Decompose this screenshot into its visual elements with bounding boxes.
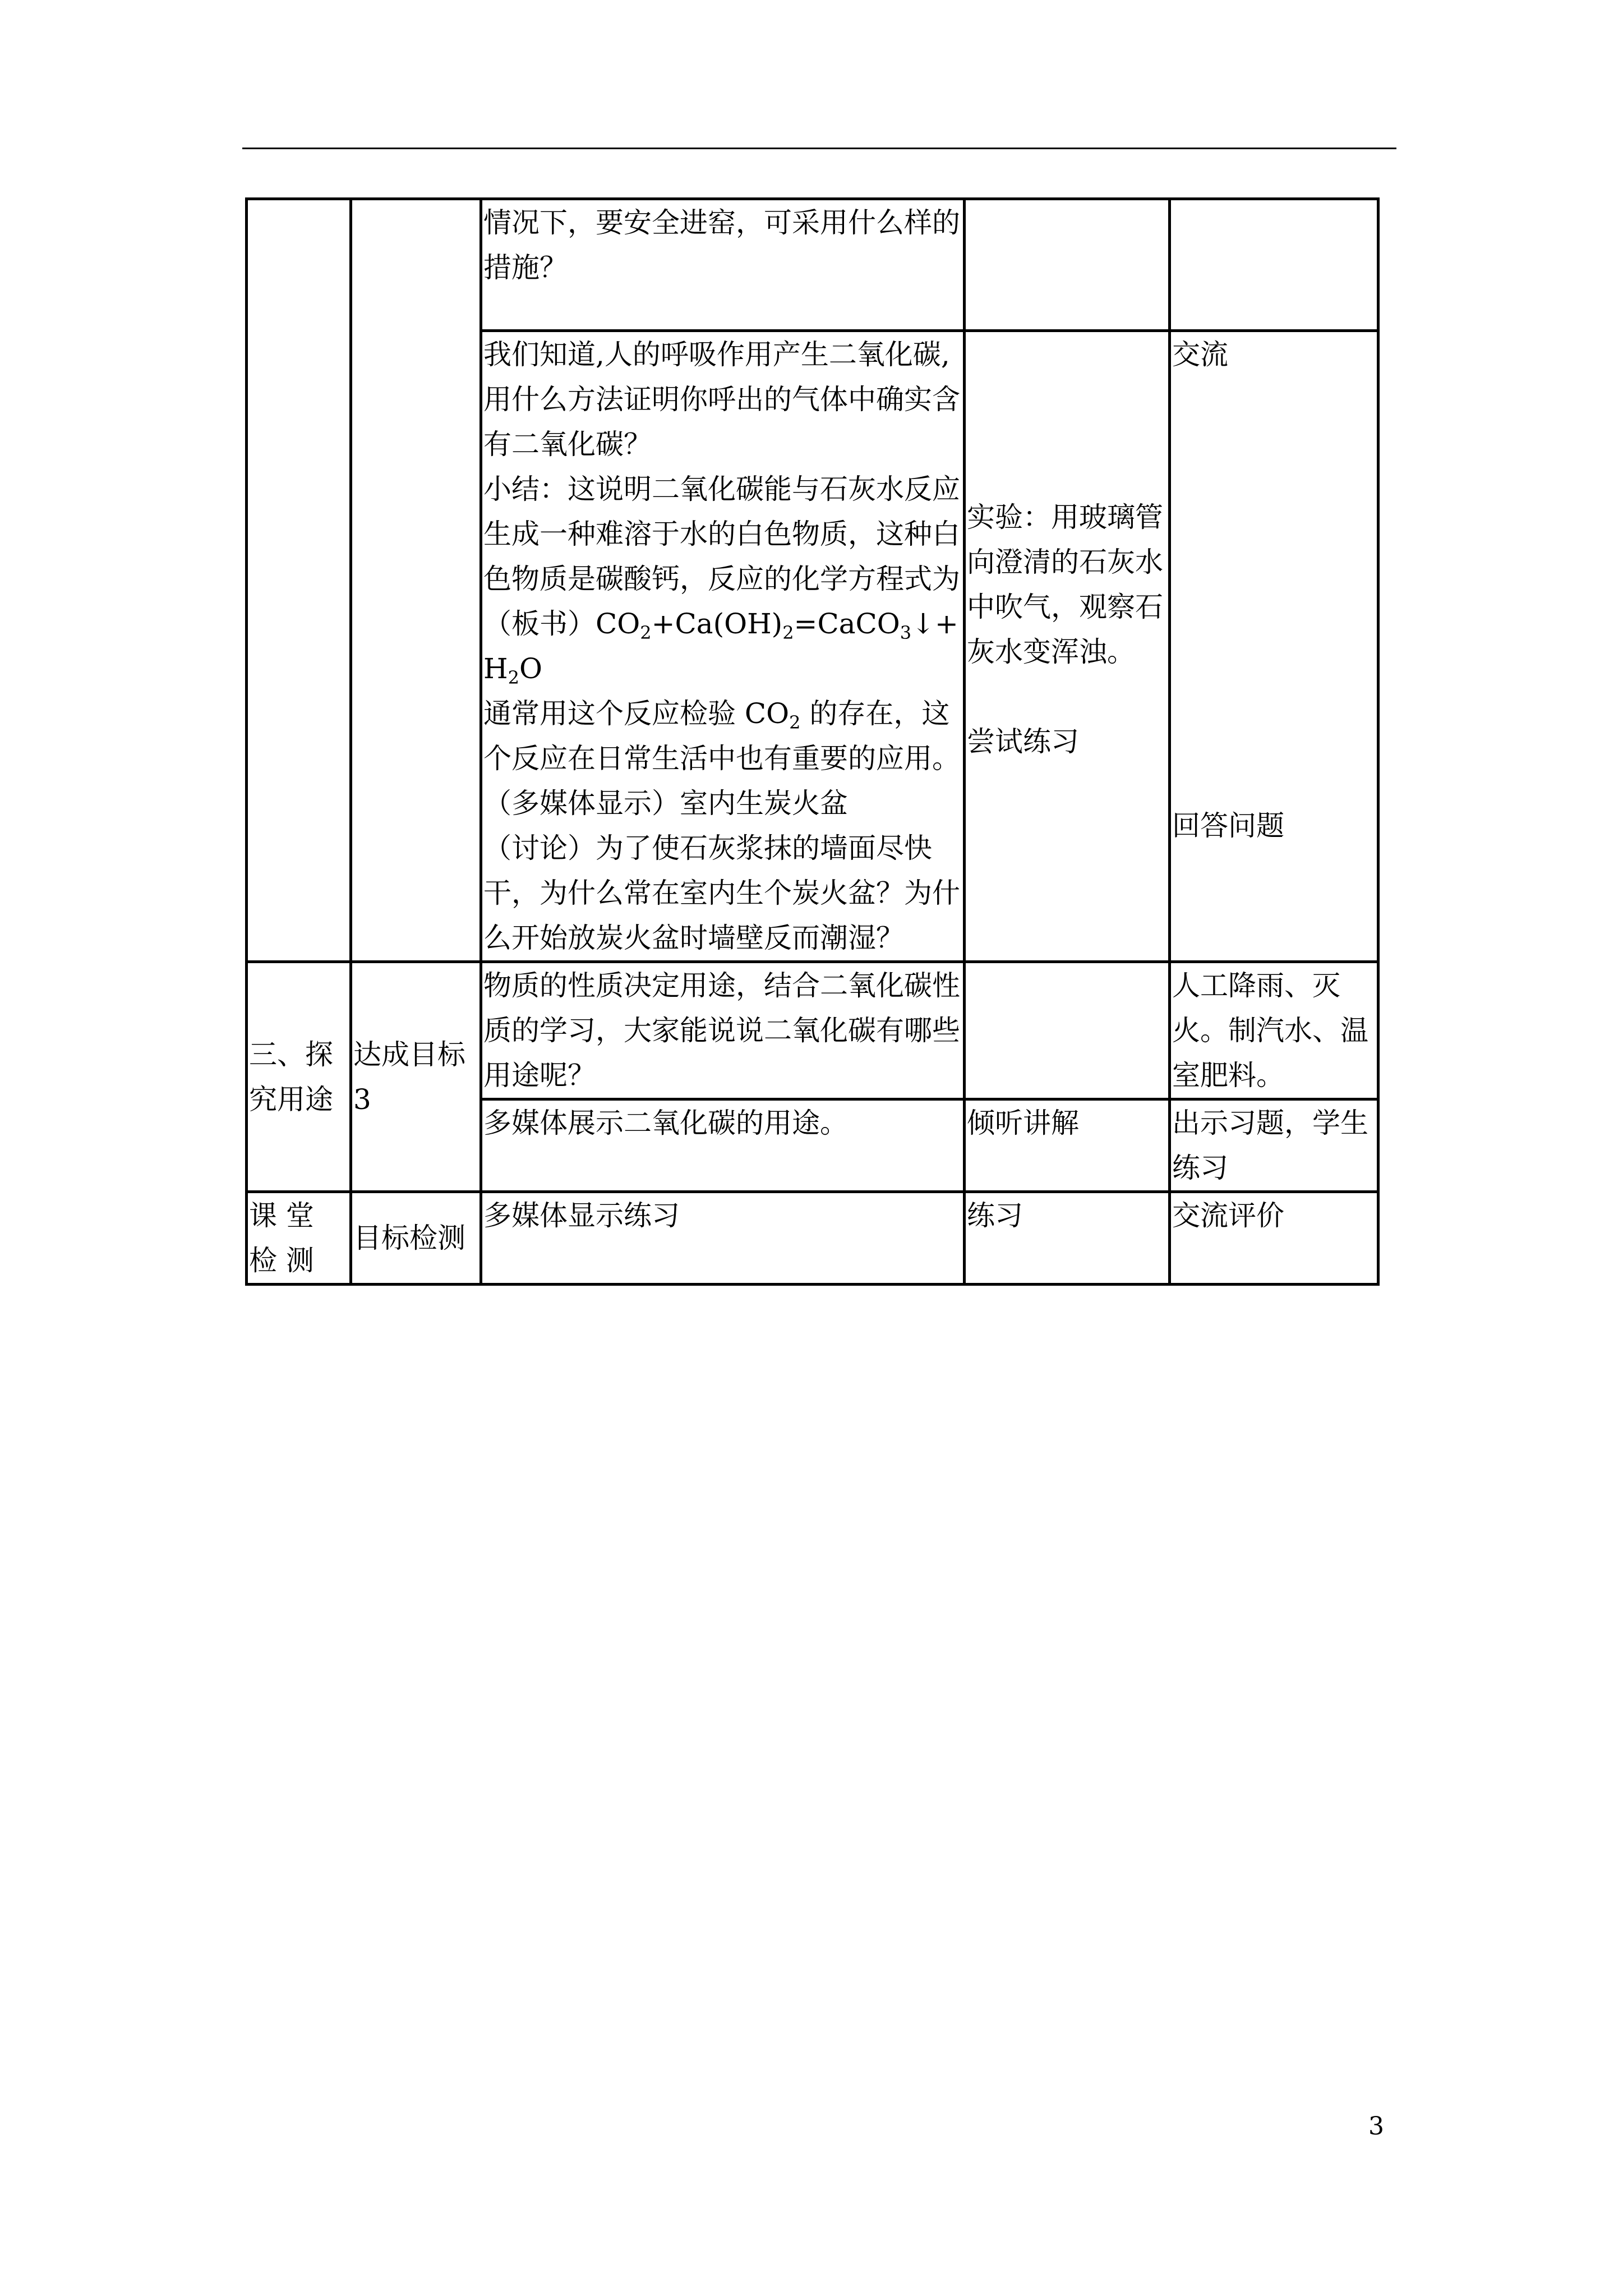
chemical-equation: （板书）$CO_2+Ca(OH)_2=CaCO_3↓+H_2O$ [483,608,958,688]
stage-cell [247,1192,351,1285]
student-cell [965,1192,1170,1285]
goal-cell [351,1192,481,1285]
goal-cell [351,962,481,1192]
teacher-media: （多媒体显示）室内生炭火盆 [483,787,848,820]
stage-cell [247,331,351,962]
teacher-cell [481,962,965,1099]
teacher-cell [481,1192,965,1285]
table-row [247,199,1378,331]
goal-cell [351,199,481,331]
teacher-cell [481,199,965,331]
stage-cell [247,199,351,331]
design-text: 人工降雨、灭火。制汽水、温室肥料。 [1172,969,1368,1092]
teacher-discussion: （讨论）为了使石灰浆抹的墙面尽快干，为什么常在室内生个炭火盆？为什么开始放炭火盆时墙壁反而潮湿？ [483,832,960,954]
table-row [247,331,1378,962]
table-row [247,1192,1378,1285]
stage-label: 三、探究用途 [249,1038,333,1116]
design-text: 出示习题，学生练习 [1172,1107,1368,1184]
student-text: 倾听讲解 [967,1107,1079,1139]
student-cell [965,1099,1170,1192]
teacher-cell [481,1099,965,1192]
design-text: 交流评价 [1172,1199,1284,1232]
goal-label: 目标检测 [353,1222,465,1254]
design-cell [1170,1099,1378,1192]
design-cell [1170,962,1378,1099]
lesson-table [245,197,1380,1286]
design-exchange: 交流 [1172,338,1228,371]
student-cell [965,962,1170,1099]
student-cell [965,199,1170,331]
stage-label: 课 堂 检 测 [249,1199,314,1277]
goal-label: 达成目标 3 [353,1038,465,1116]
teacher-text: 多媒体显示练习 [483,1199,680,1232]
teacher-text: 多媒体展示二氧化碳的用途。 [483,1107,848,1139]
design-cell [1170,199,1378,331]
student-try: 尝试练习 [967,725,1079,758]
page-number: 3 [1368,2112,1384,2141]
teacher-summary: 小结：这说明二氧化碳能与石灰水反应生成一种难溶于水的白色物质，这种白色物质是碳酸钙，反应的化学方程式为 [483,473,960,595]
student-cell [965,331,1170,962]
teacher-question: 我们知道,人的呼吸作用产生二氧化碳,用什么方法证明你呼出的气体中确实含有二氧化碳？ [483,338,960,461]
student-experiment: 实验：用玻璃管向澄清的石灰水中吹气，观察石灰水变浑浊。 [967,501,1163,668]
teacher-cell [481,331,965,962]
teacher-check: 通常用这个反应检验 $CO_2$ 的存在，这个反应在日常生活中也有重要的应用。 [483,697,960,775]
goal-cell [351,331,481,962]
table-row [247,962,1378,1099]
design-cell [1170,331,1378,962]
student-text: 练习 [967,1199,1023,1232]
teacher-text: 情况下，要安全进窑，可采用什么样的措施？ [483,206,960,284]
header-rule [242,148,1396,149]
design-answer: 回答问题 [1172,809,1284,842]
stage-cell [247,962,351,1192]
teacher-text: 物质的性质决定用途，结合二氧化碳性质的学习，大家能说说二氧化碳有哪些用途呢？ [483,969,960,1092]
design-cell [1170,1192,1378,1285]
